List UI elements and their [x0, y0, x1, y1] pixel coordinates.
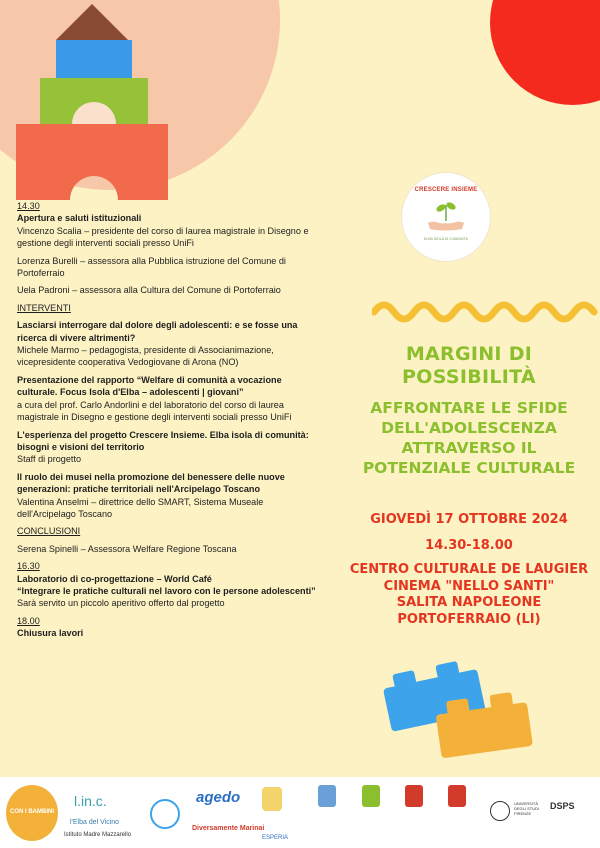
- closing-time: 18.00: [17, 615, 40, 626]
- istituto-madre-mazzarello-logo: Istituto Madre Mazzarello: [64, 832, 132, 838]
- event-subtitle-line: DELL'ADOLESCENZA: [381, 419, 557, 437]
- municipal-seal-icon: [362, 785, 380, 807]
- event-date: GIOVEDÌ 17 OTTOBRE 2024: [370, 512, 568, 527]
- elba-del-vicino-logo: l'Elba del Vicino: [70, 819, 120, 826]
- venue-line: CENTRO CULTURALE DE LAUGIER: [349, 562, 589, 577]
- event-title-line: POSSIBILITÀ: [402, 366, 536, 388]
- partner-logos-footer: [0, 777, 600, 848]
- event-subtitle-line: AFFRONTARE LE SFIDE: [370, 399, 568, 417]
- opening-speaker: Uela Padroni – assessora alla Cultura del Comune di Portoferraio: [17, 285, 281, 296]
- intervento-title: Il ruolo dei musei nella promozione del benessere delle nuove generazioni: pratiche territoriali nell'Arcipelago Toscano: [17, 471, 285, 495]
- event-title: [338, 343, 600, 389]
- conclusioni-heading: CONCLUSIONI: [17, 526, 81, 537]
- opening-speaker: Lorenza Burelli – assessora alla Pubblica istruzione del Comune di Portoferraio: [17, 255, 286, 279]
- unifi-seal-icon: [490, 801, 510, 821]
- event-venue: [338, 562, 600, 628]
- interventi-heading: INTERVENTI: [17, 302, 71, 313]
- diversamente-marinai-logo: Diversamente Marinai: [192, 825, 265, 832]
- crescere-insieme-logo: [402, 173, 490, 261]
- municipal-seal-icon: [405, 785, 423, 807]
- municipal-seal-icon: [318, 785, 336, 807]
- conclusioni-speaker: Serena Spinelli – Assessora Welfare Regione Toscana: [17, 543, 237, 554]
- event-date-block: [338, 511, 600, 555]
- intervento-title: Lasciarsi interrogare dal dolore degli adolescenti: e se fosse una ricerca di vivere altrimenti?: [17, 320, 298, 343]
- laboratorio-subtitle: “Integrare le pratiche culturali nel lavoro con le persone adolescenti”: [17, 585, 316, 596]
- laboratorio-title: Laboratorio di co-progettazione – World Café: [17, 573, 212, 584]
- esperia-logo: ESPERIA: [262, 835, 289, 841]
- intervento-title: L'esperienza del progetto Crescere Insieme. Elba isola di comunità: bisogni e visioni del territorio: [17, 429, 309, 452]
- stacked-blocks-illustration: [0, 0, 220, 210]
- opening-speaker: Vincenzo Scalia – presidente del corso di laurea magistrale in Disegno e gestione degli interventi sociali presso UniFi: [17, 225, 309, 249]
- event-subtitle: [338, 398, 600, 478]
- venue-line: PORTOFERRAIO (LI): [397, 611, 541, 627]
- dsps-logo: DSPS: [550, 801, 575, 811]
- intervento-detail: Valentina Anselmi – direttrice dello SMART, Sistema Museale dell'Arcipelago Toscano: [17, 496, 264, 519]
- un-progetto-con-i-bambini-logo: CON I BAMBINI: [6, 785, 58, 841]
- linc-logo: l.in.c.: [74, 793, 107, 809]
- agedo-logo: agedo: [196, 789, 241, 806]
- venue-line: CINEMA "NELLO SANTI": [383, 578, 555, 594]
- intervento-detail: a cura del prof. Carlo Andorlini e del laboratorio del corso di laurea magistrale in Disegno e gestione degli interventi sociali presso UniFi: [17, 399, 292, 423]
- closing-title: Chiusura lavori: [17, 628, 84, 639]
- red-circle-decoration: [490, 0, 600, 105]
- opening-title: Apertura e saluti istituzionali: [17, 213, 142, 224]
- municipal-seal-icon: [262, 787, 282, 811]
- event-subtitle-line: ATTRAVERSO IL: [401, 439, 537, 457]
- event-hours: 14.30-18.00: [425, 538, 513, 553]
- unifi-logo: UNIVERSITÀ DEGLI STUDI FIRENZE: [514, 801, 540, 816]
- intervento-detail: Staff di progetto: [17, 454, 82, 465]
- logo-title: CRESCERE INSIEME: [414, 187, 478, 193]
- laboratorio-time: 16.30: [17, 561, 40, 572]
- venue-line: SALITA NAPOLEONE: [396, 595, 542, 610]
- opening-time: 14.30: [17, 201, 40, 211]
- intervento-title: Presentazione del rapporto “Welfare di comunità a vocazione culturale. Focus Isola d'Elba – adolescenti | giovani”: [17, 374, 282, 398]
- wavy-line-decoration: [372, 296, 600, 326]
- intervento-detail: Michele Marmo – pedagogista, presidente di Associanimazione, vicepresidente cooperativa Vedogiovane di Arona (NO): [17, 345, 274, 368]
- circle-partner-logo: [150, 799, 180, 829]
- lego-bricks-illustration: [376, 648, 536, 758]
- event-title-line: MARGINI DI: [405, 343, 533, 365]
- municipal-seal-icon: [448, 785, 466, 807]
- logo-subtitle: ELBA ISOLA DI COMUNITÀ: [424, 237, 468, 241]
- program-schedule: [17, 200, 317, 640]
- laboratorio-note: Sarà servito un piccolo aperitivo offerto dal progetto: [17, 598, 225, 609]
- hands-plant-icon: [424, 195, 468, 235]
- event-subtitle-line: POTENZIALE CULTURALE: [362, 459, 576, 477]
